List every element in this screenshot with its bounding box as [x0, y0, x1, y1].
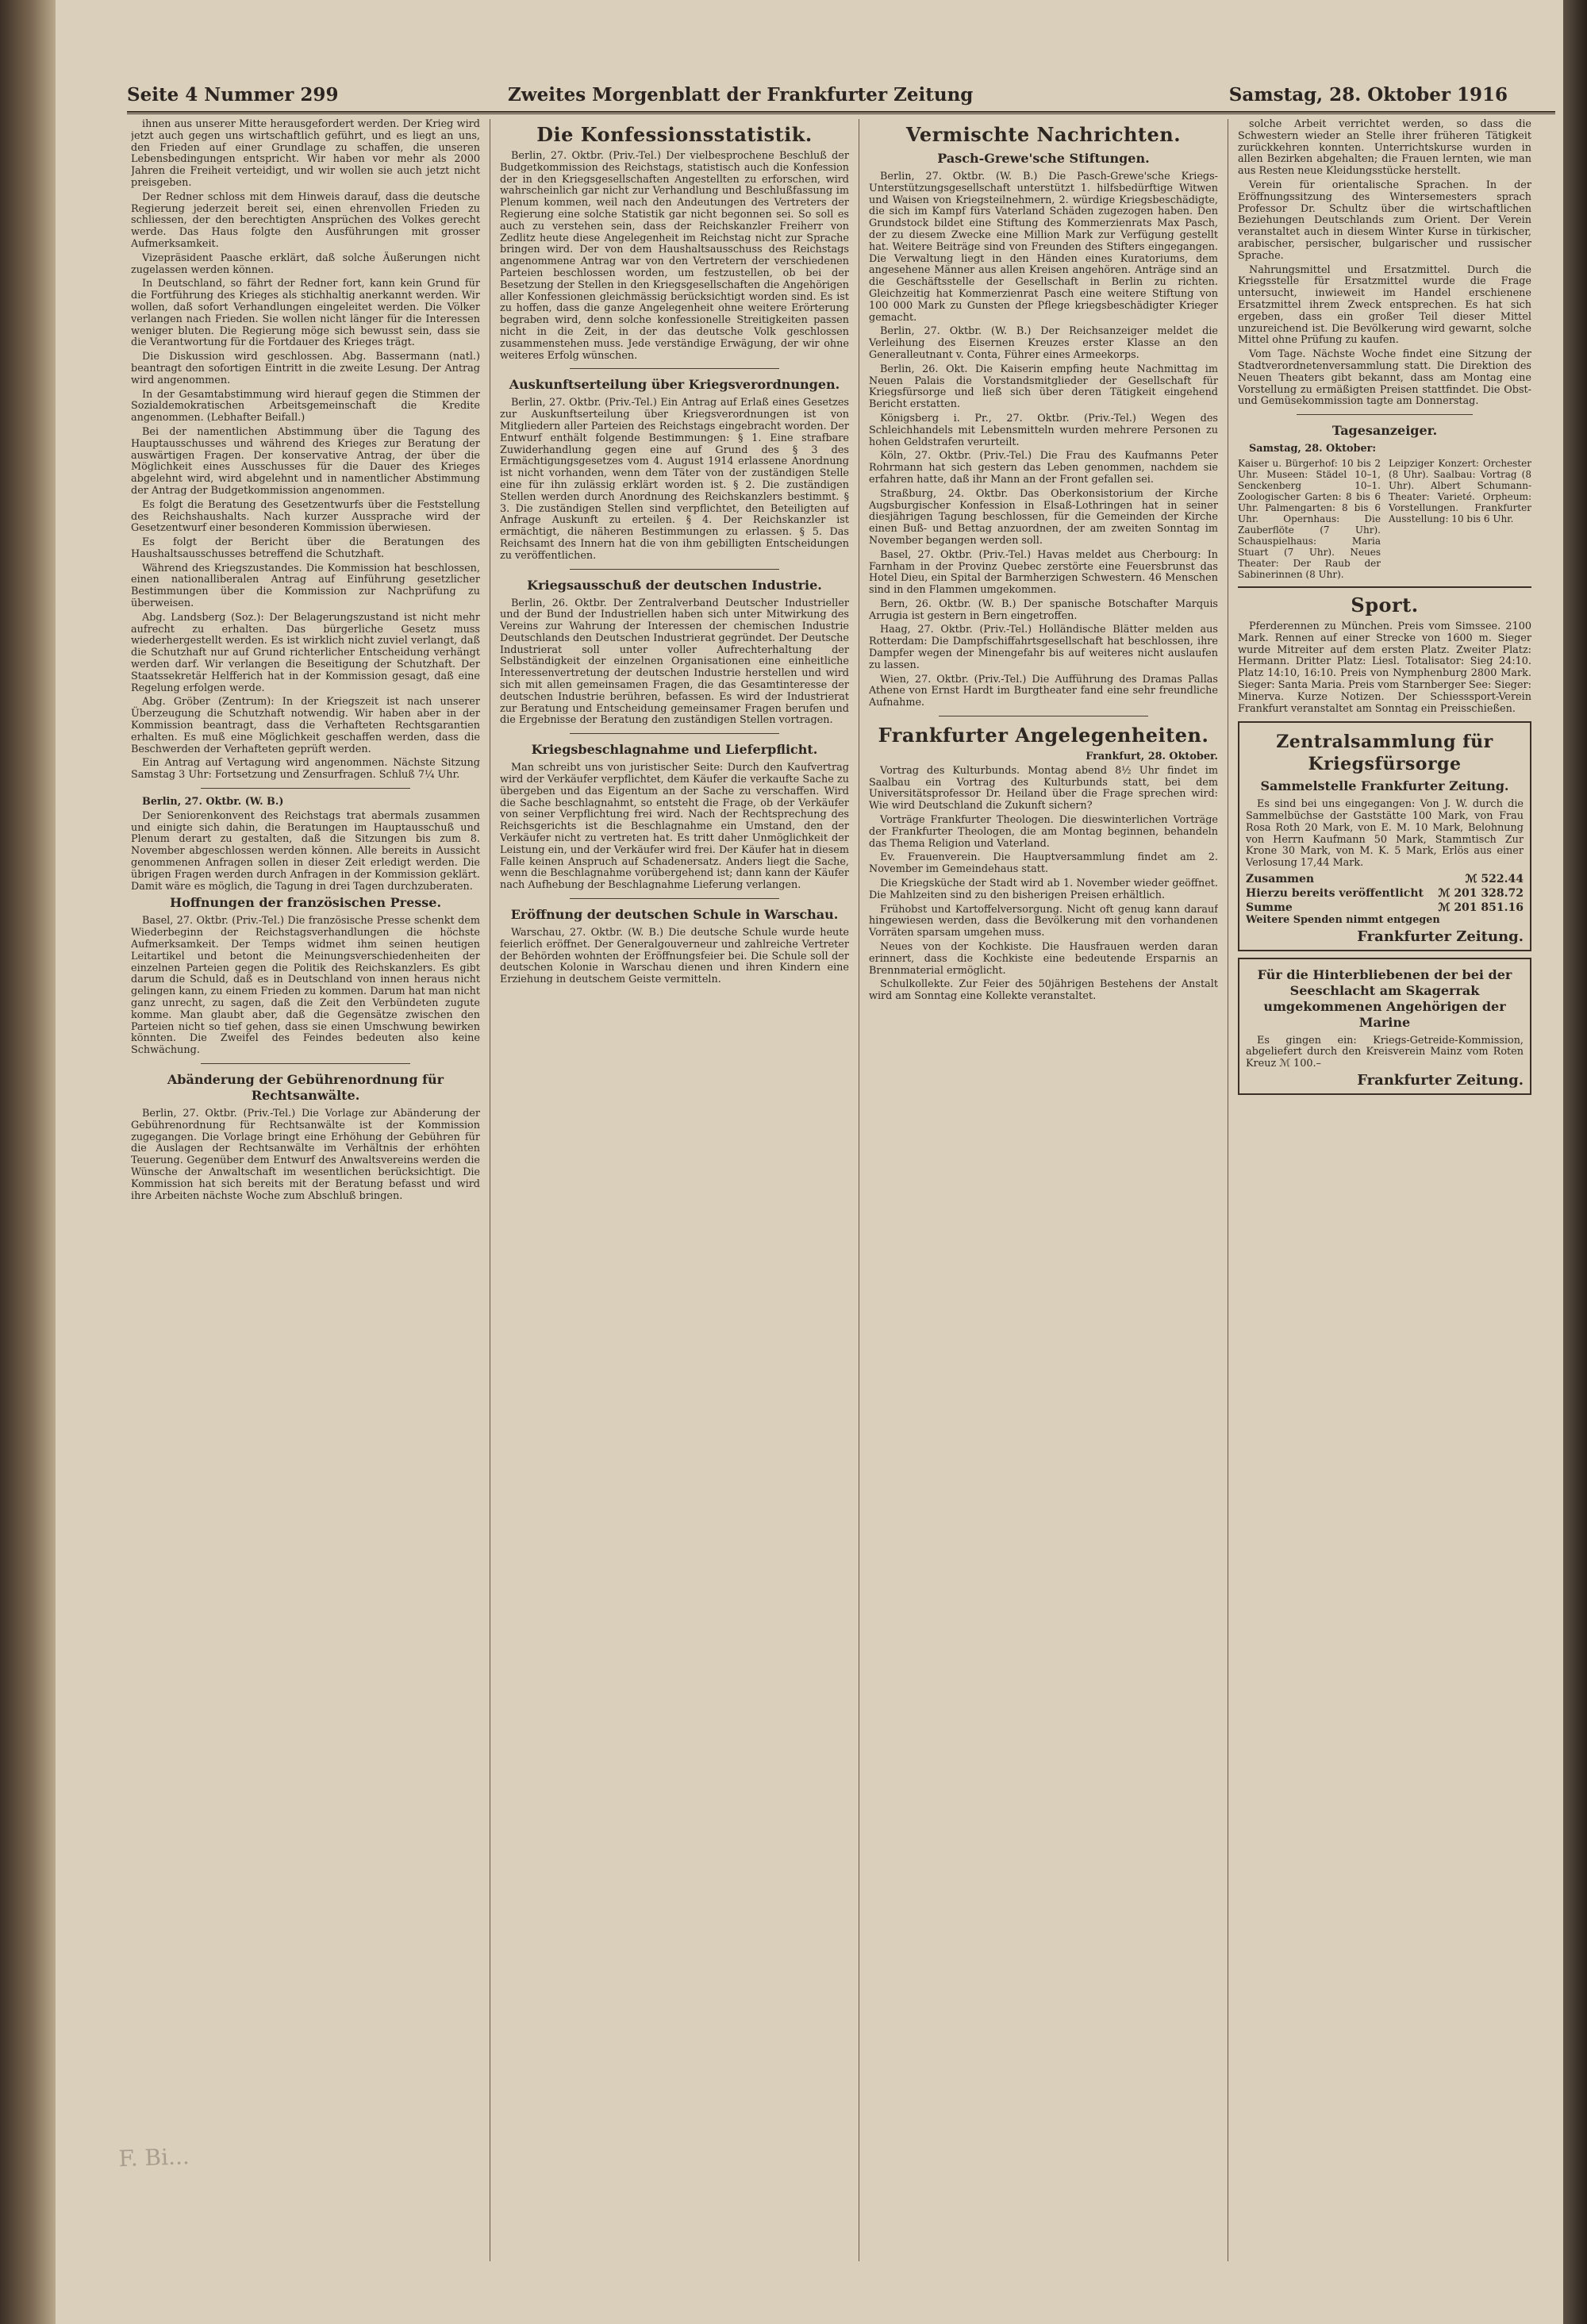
- box-title: Für die Hinterbliebenen der bei der Seeschlacht am Skagerrak umgekommenen Angehörigen der Marine: [1257, 966, 1512, 1030]
- calendar-right: Leipziger Konzert: Orchester (8 Uhr). Saalbau: Vortrag (8 Uhr). Albert Schumann-Theater: Varieté. Orpheum: Vorstellungen. Frankfurter Ausstellung: 10 bis 6 Uhr.: [1389, 457, 1531, 524]
- divider: [201, 1063, 410, 1064]
- sum-label: Zusammen: [1246, 873, 1315, 886]
- article-title: Abänderung der Gebührenordnung für Rechtsanwälte.: [167, 1071, 444, 1103]
- signature: Frankfurter Zeitung.: [1357, 1072, 1524, 1089]
- article-title: Hoffnungen der französischen Presse.: [169, 895, 442, 911]
- sum-value: ℳ 522.44: [1465, 873, 1524, 886]
- paragraph: Pferderennen zu München. Preis vom Simssee. 2100 Mark. Rennen auf einer Strecke von 1600 m. Sieger wurde Mitreiter auf dem ersten Platz. Zweiter Platz: Hermann. Dritter Platz: Liesl. Totalisator: Sieg 24:10. Platz 14:10, 16:10. Preis von Nymphenburg 2800 Mark. Sieger: Santa Maria. Preis vom Starnberger See: Sieger: Minerva. Kurze Notizen. Der Schiesssport-Verein Frankfurt veranstaltet am Sonntag ein Preisschießen.: [1238, 620, 1531, 715]
- news-item: Schulkollekte. Zur Feier des 50jährigen Bestehens der Anstalt wird am Sonntag eine Kollekte veranstaltet.: [869, 978, 1218, 1003]
- paragraph: Die Diskussion wird geschlossen. Abg. Bassermann (natl.) beantragt den sofortigen Eintritt in die zweite Lesung. Der Antrag wird angenommen.: [131, 351, 480, 386]
- page-number: Seite 4 Nummer 299: [127, 84, 339, 106]
- masthead-rule: [127, 111, 1555, 114]
- paragraph: Abg. Landsberg (Soz.): Der Belagerungszustand ist nicht mehr aufrecht zu erhalten. Das bürgerliche Gesetz muss wiederhergestellt werden. Es ist wirklich nicht zuviel verlangt, daß die Schutzhaft nur auf Grund richterlicher Entscheidung verhängt werden darf. Wir verlangen die Beseitigung der Schutzhaft. Der Staatssekretär Helfferich hat in der Kommission gesagt, daß eine Regelung erfolgen werde.: [131, 611, 480, 694]
- paragraph: Warschau, 27. Oktbr. (W. B.) Die deutsche Schule wurde heute feierlich eröffnet. Der Generalgouverneur und zahlreiche Vertreter der Behörden wohnten der Eröffnungsfeier bei. Die Schule soll der deutschen Kolonie in Warschau dienen und ihren Kindern eine Erziehung in deutschem Geiste vermitteln.: [500, 927, 849, 986]
- paragraph: In der Gesamtabstimmung wird hierauf gegen die Stimmen der Sozialdemokratischen Arbeitsgemeinschaft die Kredite angenommen. (Lebhafter Beifall.): [131, 388, 480, 424]
- news-item: Verein für orientalische Sprachen. In der Eröffnungssitzung des Wintersemesters sprach Professor Dr. Schultz über die wirtschaftlichen Beziehungen Deutschlands zum Orient. Der Verein veranstaltet auch in diesem Winter Kurse in türkischer, arabischer, persischer, bulgarischer und russischer Sprache.: [1238, 179, 1531, 262]
- news-item: Wien, 27. Oktbr. (Priv.-Tel.) Die Aufführung des Dramas Pallas Athene von Ernst Hardt im Burgtheater fand eine sehr freundliche Aufnahme.: [869, 673, 1218, 709]
- paragraph: Abg. Gröber (Zentrum): In der Kriegszeit ist nach unserer Überzeugung die Schutzhaft notwendig. Wir haben aber in der Kommission beantragt, dass die Verhafteten Rechtsgarantien erhalten. Es muß eine Möglichkeit geschaffen werden, dass die Beschwerden der Verhafteten geprüft werden.: [131, 696, 480, 755]
- paragraph: Man schreibt uns von juristischer Seite: Durch den Kaufvertrag wird der Verkäufer verpflichtet, dem Käufer die verkaufte Sache zu übergeben und das Eigentum an der Sache zu verschaffen. Wird die Sache beschlagnahmt, so entsteht die Frage, ob der Verkäufer von seiner Verpflichtung frei wird. Nach der Rechtsprechung des Reichsgerichts ist die Beschlagnahme ein Umstand, den der Verkäufer nicht zu vertreten hat. Es tritt daher Unmöglichkeit der Leistung ein, und der Verkäufer wird frei. Der Käufer hat in diesem Falle keinen Anspruch auf Schadenersatz. Anders liegt die Sache, wenn die Beschlagnahme vorübergehend ist; dann kann der Käufer nach Aufhebung der Beschlagnahme Lieferung verlangen.: [500, 762, 849, 892]
- box-title: Zentralsammlung für Kriegsfürsorge: [1276, 732, 1493, 775]
- paragraph: Es folgt der Bericht über die Beratungen des Haushaltsausschusses betreffend die Schutzhaft.: [131, 536, 480, 560]
- paragraph: Es sind bei uns eingegangen: Von J. W. durch die Sammelbüchse der Gaststätte 100 Mark, von Frau Rosa Roth 20 Mark, von E. M. 10 Mark, Belohnung von Herrn Kaufmann 50 Mark, Stammtisch Zur Krone 30 Mark, von M. K. 5 Mark, Erlös aus einer Verlosung 17,44 Mark.: [1246, 798, 1524, 870]
- divider: [201, 788, 410, 789]
- calendar-left: Kaiser u. Bürgerhof: 10 bis 2 Uhr. Museen: Städel 10–1, Senckenberg 10–1. Zoologischer Garten: 8 bis 6 Uhr. Palmengarten: 8 bis 6 Uhr. Opernhaus: Die Zauberflöte (7 Uhr). Schauspielhaus: Maria Stuart (7 Uhr). Neues Theater: Der Raub der Sabinerinnen (8 Uhr).: [1238, 457, 1381, 580]
- page-edge-shadow: [1563, 0, 1587, 2324]
- news-item: Berlin, 26. Okt. Die Kaiserin empfing heute Nachmittag im Neuen Palais die Vorstandsmitglieder der Gesellschaft für Kriegsfürsorge und ließ sich über deren Tätigkeit eingehend Bericht erstatten.: [869, 363, 1218, 411]
- news-item: Vorträge Frankfurter Theologen. Die dieswinterlichen Vorträge der Frankfurter Theologen, die am Montag beginnen, behandeln das Thema Religion und Vaterland.: [869, 814, 1218, 850]
- paragraph: ihnen aus unserer Mitte herausgefordert werden. Der Krieg wird jetzt auch gegen uns wirtschaftlich geführt, und es liegt an uns, den Frieden auf einer Grundlage zu schaffen, die unseren Lebensbedingungen entspricht. Wir haben vor mehr als 2000 Jahren die Freiheit verteidigt, und wir wollen sie auch jetzt nicht preisgeben.: [131, 119, 480, 189]
- donation-box: [1238, 721, 1531, 951]
- paragraph: Basel, 27. Oktbr. (Priv.-Tel.) Die französische Presse schenkt dem Wiederbeginn der Reichstagsverhandlungen die höchste Aufmerksamkeit. Der Temps widmet ihm seinen heutigen Leitartikel und betont die Meinungsverschiedenheiten der einzelnen Parteien gegen die Politik des Reichskanzlers. Es gibt darum die Schuld, daß es in Deutschland von innen heraus nicht gelingen kann, zu einem Frieden zu kommen. Darum hat man nicht ganz unrecht, zu sagen, daß die Zeit den Verbündeten zugute komme. Man glaubt aber, daß die Gegensätze zwischen den Parteien nicht so tief gehen, dass sie einen Umschwung bewirken könnten. Die Zweifel des Feindes bedeuten also keine Schwächung.: [131, 915, 480, 1057]
- news-item: Köln, 27. Oktbr. (Priv.-Tel.) Die Frau des Kaufmanns Peter Rohrmann hat sich gestern das Leben genommen, nachdem sie erfahren hatte, daß ihr Mann an der Front gefallen sei.: [869, 450, 1218, 486]
- paragraph: Es gingen ein: Kriegs-Getreide-Kommission, abgeliefert durch den Kreisverein Mainz vom Roten Kreuz ℳ 100.–: [1246, 1034, 1524, 1070]
- note: Weitere Spenden nimmt entgegen: [1246, 914, 1440, 927]
- section-title: Tagesanzeiger.: [1331, 423, 1438, 439]
- paragraph: Berlin, 27. Oktbr. (Priv.-Tel.) Der vielbesprochene Beschluß der Budgetkommission des Reichstags, statistisch auch die Konfession der in den Kriegsgesellschaften Angestellten zu erforschen, wird wahrscheinlich gar nicht zur Verhandlung und Beschlußfassung im Plenum kommen, weil nach den Andeutungen des Vertreters der Regierung eine solche Statistik gar nicht begonnen sei. So soll es auch zu verstehen sein, dass der Reichskanzler Freiherr von Zedlitz heute diese Angelegenheit im Reichstag nicht zur Sprache bringen wird. Der von dem Haushaltsausschuss des Reichstags angenommene Antrag war von den Vertretern der verschiedenen Parteien beschlossen worden, um festzustellen, ob bei der Besetzung der Stellen in den Kriegsgesellschaften die Angehörigen aller Konfessionen gleichmässig berücksichtigt worden sind. Es ist zu hoffen, dass die ganze Angelegenheit ohne weitere Erörterung begraben wird, denn solche konfessionelle Streitigkeiten passen nicht in die Zeit, in der das deutsche Volk geschlossen zusammenstehen muss. Jede verständige Erwägung, der wir ohne weiteres Erfolg wünschen.: [500, 150, 849, 362]
- news-item: Haag, 27. Oktbr. (Priv.-Tel.) Holländische Blätter melden aus Rotterdam: Die Dampfschiffahrtsgesellschaft hat beschlossen, ihre Dampfer wegen der Minengefahr bis auf weiteres nicht auslaufen zu lassen.: [869, 624, 1218, 671]
- paragraph: Es folgt die Beratung des Gesetzentwurfs über die Feststellung des Reichshaushalts. Nach kurzer Aussprache wird der Gesetzentwurf einer besonderen Kommission überwiesen.: [131, 498, 480, 535]
- news-item: Straßburg, 24. Oktbr. Das Oberkonsistorium der Kirche Augsburgischer Konfession in Elsaß-Lothringen hat in seiner diesjährigen Tagung beschlossen, für die Gemeinden der Kirche einen Buß- und Bettag anzuordnen, der am zweiten Sonntag im November begangen werden soll.: [869, 487, 1218, 547]
- paragraph: Ein Antrag auf Vertagung wird angenommen. Nächste Sitzung Samstag 3 Uhr: Fortsetzung und Zensurfragen. Schluß 7¼ Uhr.: [131, 757, 480, 782]
- sum-row: [1246, 886, 1524, 901]
- paragraph: In Deutschland, so fährt der Redner fort, kann kein Grund für die Fortführung des Krieges als stichhaltig anerkannt werden. Wir wollen, daß sofort Verhandlungen eingeleitet werden. Die Völker verlangen nach Frieden. Sie wollen nicht länger für die Interessen weniger bluten. Die Regierung möge sich bewusst sein, dass sie die Verantwortung für die Fortdauer des Krieges trägt.: [131, 278, 480, 349]
- news-item: Nahrungsmittel und Ersatzmittel. Durch die Kriegsstelle für Ersatzmittel wurde die Frage untersucht, inwieweit im Handel erschienene Ersatzmittel ihrem Zweck entsprechen. Es hat sich ergeben, dass ein großer Teil dieser Mittel unzureichend ist. Die Bevölkerung wird gewarnt, solche Mittel ohne Prüfung zu kaufen.: [1238, 263, 1531, 347]
- paragraph: Während des Kriegszustandes. Die Kommission hat beschlossen, einen nationalliberalen Antrag auf Einführung gesetzlicher Bestimmungen über die Kommission zur Nachprüfung zu überweisen.: [131, 562, 480, 610]
- sum-row: [1246, 901, 1524, 915]
- dateline: Berlin, 27. Oktbr. (W. B.): [142, 796, 284, 809]
- sum-label: Summe: [1246, 901, 1293, 915]
- news-item: Bern, 26. Oktbr. (W. B.) Der spanische Botschafter Marquis Arrugia ist gestern in Bern eingetroffen.: [869, 597, 1218, 622]
- calendar-listing: [1238, 458, 1531, 580]
- divider: [1297, 414, 1473, 415]
- news-item: Berlin, 27. Oktbr. (W. B.) Der Reichsanzeiger meldet die Verleihung des Eisernen Kreuzes erster Klasse an den Generalleutnant v. Conta, Führer eines Armeekorps.: [869, 325, 1218, 361]
- section-title: Vermischte Nachrichten.: [905, 123, 1182, 146]
- masthead: [127, 79, 1555, 111]
- section-title: Sport.: [1351, 593, 1419, 617]
- news-item: Vortrag des Kulturbunds. Montag abend 8½ Uhr findet im Saalbau ein Vortrag des Kulturbunds statt, bei dem Universitätsprofessor Dr. Heiland über die Frage sprechen wird: Wie wird Deutschland die Zukunft sichern?: [869, 764, 1218, 812]
- sum-value: ℳ 201 328.72: [1438, 887, 1524, 901]
- divider: [1238, 586, 1531, 588]
- article-title: Kriegsbeschlagnahme und Lieferpflicht.: [531, 742, 818, 758]
- article-title: Eröffnung der deutschen Schule in Warschau.: [510, 907, 839, 923]
- news-item: Neues von der Kochkiste. Die Hausfrauen werden daran erinnert, dass die Kochkiste eine bedeutende Ersparnis an Brennmaterial ermöglicht.: [869, 941, 1218, 977]
- paragraph: Berlin, 27. Oktbr. (Priv.-Tel.) Ein Antrag auf Erlaß eines Gesetzes zur Auskunftserteilung über Kriegsverordnungen ist von Mitgliedern aller Parteien des Reichstags eingebracht worden. Der Entwurf enthält folgende Bestimmungen: § 1. Eine strafbare Zuwiderhandlung gegen eine auf Grund des § 3 des Ermächtigungsgesetzes vom 4. August 1914 erlassene Anordnung ist nicht vorhanden, wenn dem Täter von der zuständigen Stelle eine für ihn zulässig erklärt worden ist. § 2. Die zuständigen Stellen werden durch Anordnung des Reichskanzlers bestimmt. § 3. Die zuständigen Stellen sind verpflichtet, den Beteiligten auf Anfrage Auskunft zu erteilen. § 4. Der Reichskanzler ist ermächtigt, die näheren Bestimmungen zu erlassen. § 5. Das Reichsamt des Innern hat die von ihm gebilligten Entscheidungen zu veröffentlichen.: [500, 397, 849, 562]
- sum-label: Hierzu bereits veröffentlicht: [1246, 887, 1424, 901]
- signature: Frankfurter Zeitung.: [1357, 928, 1524, 945]
- news-item: Ev. Frauenverein. Die Hauptversammlung findet am 2. November im Gemeindehaus statt.: [869, 851, 1218, 876]
- paragraph: Bei der namentlichen Abstimmung über die Tagung des Hauptausschusses und während des Krieges zur Beratung der auswärtigen Fragen. Der konservative Antrag, der über die Möglichkeit eines Ausschusses für die Dauer des Krieges abgelehnt wird, wird abgelehnt und in namentlicher Abstimmung der Antrag der Budgetkommission angenommen.: [131, 425, 480, 497]
- divider: [570, 733, 779, 734]
- column-3: [869, 119, 1218, 2261]
- sum-value: ℳ 201 851.16: [1438, 901, 1524, 915]
- news-item: Königsberg i. Pr., 27. Oktbr. (Priv.-Tel.) Wegen des Schleichhandels mit Lebensmitteln wurden mehrere Personen zu hohen Geldstrafen verurteilt.: [869, 412, 1218, 448]
- issue-date: Samstag, 28. Oktober 1916: [1228, 84, 1508, 106]
- article-title: Auskunftserteilung über Kriegsverordnungen.: [509, 377, 840, 393]
- article-title: Kriegsausschuß der deutschen Industrie.: [527, 577, 822, 593]
- news-item: Basel, 27. Oktbr. (Priv.-Tel.) Havas meldet aus Cherbourg: In Farnham in der Provinz Quebec zerstörte eine Feuersbrunst das Hotel Dieu, ein Spital der Barmherzigen Schwestern. 46 Menschen sind in den Flammen umgekommen.: [869, 548, 1218, 597]
- paragraph: Der Redner schloss mit dem Hinweis darauf, dass die deutsche Regierung jederzeit bereit sei, einen ehrenvollen Frieden zu schliessen, der den berechtigten Ansprüchen des Volkes gerecht werde. Das Haus folgte den Ausführungen mit grosser Aufmerksamkeit.: [131, 190, 480, 250]
- paragraph: Berlin, 27. Oktbr. (W. B.) Die Pasch-Grewe'sche Kriegs-Unterstützungsgesellschaft unterstützt 1. hilfsbedürftige Witwen und Waisen von Kriegsteilnehmern, 2. würdige Kriegsbeschädigte, die sich im Kampf fürs Vaterland Schäden zugezogen haben. Den Grundstock bildet eine Stiftung des Kommerzienrats Max Pasch, der zu diesem Zwecke eine Million Mark zur Verfügung gestellt hat. Weitere Beiträge sind von Freunden des Stifters eingegangen. Die Verwaltung liegt in den Händen eines Kuratoriums, dem angesehene Männer aus allen Kreisen angehören. Anträge sind an die Geschäftsstelle der Gesellschaft in Berlin zu richten. Gleichzeitig hat Kommerzienrat Pasch eine weitere Stiftung von 100 000 Mark zu Gunsten der Pflege kriegsbeschädigter Krieger gemacht.: [869, 171, 1218, 324]
- paragraph: solche Arbeit verrichtet werden, so dass die Schwestern wieder an Stelle ihrer früheren Tätigkeit zurückkehren konnten. Unterrichtskurse wurden in allen Bezirken abgehalten; die Frauen lernten, wie man aus Resten neue Kleidungsstücke herstellt.: [1238, 119, 1531, 178]
- section-title: Frankfurter Angelegenheiten.: [878, 724, 1209, 747]
- book-binding: [0, 0, 56, 2324]
- divider: [570, 569, 779, 570]
- donation-box: [1238, 958, 1531, 1095]
- paragraph: Berlin, 27. Oktbr. (Priv.-Tel.) Die Vorlage zur Abänderung der Gebührenordnung für Rechtsanwälte ist der Kommission zugegangen. Die Vorlage bringt eine Erhöhung der Gebühren für die Auslagen der Rechtsanwälte im Verhältnis der erhöhten Teuerung. Gegenüber dem Entwurf des Anwaltsvereins werden die Wünsche der Anwaltschaft im wesentlichen berücksichtigt. Die Kommission hat sich bereits mit der Beratung befasst und wird ihre Arbeiten nächste Woche zum Abschluß bringen.: [131, 1107, 480, 1202]
- sum-row: [1246, 872, 1524, 886]
- paragraph: Vizepräsident Paasche erklärt, daß solche Äußerungen nicht zugelassen werden können.: [131, 252, 480, 276]
- box-subtitle: Sammelstelle Frankfurter Zeitung.: [1260, 778, 1509, 794]
- article-title: Die Konfessionsstatistik.: [536, 123, 813, 146]
- article-title: Pasch-Grewe'sche Stiftungen.: [937, 151, 1150, 166]
- divider: [570, 898, 779, 899]
- dateline: Samstag, 28. Oktober:: [1249, 443, 1377, 455]
- paper-name: Zweites Morgenblatt der Frankfurter Zeitung: [508, 84, 974, 106]
- divider: [570, 368, 779, 369]
- library-stamp: F. Bi...: [118, 2143, 190, 2172]
- paragraph: Der Seniorenkonvent des Reichstags trat abermals zusammen und einigte sich dahin, die Beratungen im Hauptausschuß und Plenum derart zu gestalten, daß die Sitzungen bis zum 8. November abgeschlossen werden können. Alle bereits in Aussicht genommenen Anfragen sollen in dieser Zeit erledigt werden. Die übrigen Fragen werden durch Anfragen in der Kommission geklärt. Damit wäre es möglich, die Tagung in drei Tagen durchzuberaten.: [131, 809, 480, 893]
- column-4: [1238, 119, 1531, 2261]
- column-2: [500, 119, 849, 2261]
- dateline: Frankfurt, 28. Oktober.: [1086, 751, 1218, 763]
- news-item: Vom Tage. Nächste Woche findet eine Sitzung der Stadtverordnetenversammlung statt. Die Direktion des Neuen Theaters gibt bekannt, dass am Montag eine Vorstellung zu ermäßigten Preisen stattfindet. Die Obst- und Gemüsekommission tagte am Donnerstag.: [1238, 348, 1531, 408]
- paragraph: Berlin, 26. Oktbr. Der Zentralverband Deutscher Industrieller und der Bund der Industriellen haben sich unter Mitwirkung des Vereins zur Wahrung der Interessen der chemischen Industrie Deutschlands den Deutschen Industrierat gegründet. Der Deutsche Industrierat soll unter voller Aufrechterhaltung der Selbständigkeit der einzelnen Organisationen eine einheitliche Interessenvertretung der deutschen Industrie herstellen und wird sich mit allen gemeinsamen Fragen, die das Gesamtinteresse der deutschen Industrie berühren, befassen. Es wird der Industrierat zur Beratung und Entscheidung gemeinsamer Fragen berufen und die Ergebnisse der Beratung den zuständigen Stellen vortragen.: [500, 597, 849, 727]
- column-1: [131, 119, 480, 2261]
- news-item: Die Kriegsküche der Stadt wird ab 1. November wieder geöffnet. Die Mahlzeiten sind zu den bisherigen Preisen erhältlich.: [869, 878, 1218, 901]
- news-item: Frühobst und Kartoffelversorgung. Nicht oft genug kann darauf hingewiesen werden, dass die Bevölkerung mit den vorhandenen Vorräten sparsam umgehen muss.: [869, 903, 1218, 939]
